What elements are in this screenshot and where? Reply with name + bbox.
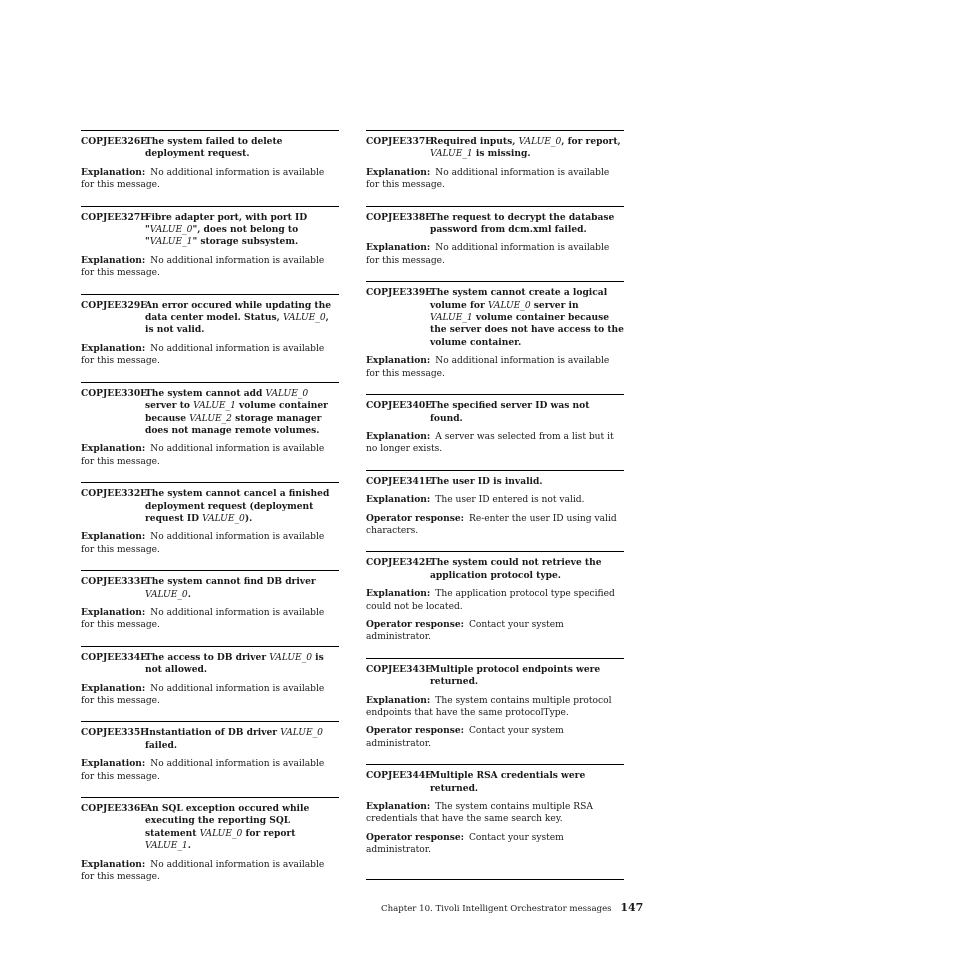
- message-text: [430, 136, 624, 161]
- message-text: [145, 488, 339, 525]
- message-segment: , for report,: [561, 136, 621, 147]
- message-code: COPJEE332E: [81, 488, 148, 500]
- message-segment: failed.: [145, 739, 178, 751]
- message-header: [81, 388, 339, 438]
- message-code: COPJEE343E: [366, 663, 433, 675]
- message-segment: .: [187, 840, 191, 852]
- message-code: COPJEE326E: [81, 136, 148, 147]
- operator-response-text: Contact your system administrator.: [366, 726, 564, 749]
- explanation-label: Explanation:: [81, 682, 146, 694]
- message-header: [81, 300, 339, 337]
- explanation: [366, 588, 624, 613]
- explanation: [81, 683, 339, 708]
- explanation-text: No additional information is available for this message.: [366, 167, 610, 191]
- message-header: [366, 136, 624, 161]
- message-text: [145, 300, 339, 337]
- variable-placeholder: VALUE_1: [149, 237, 193, 248]
- explanation-label: Explanation:: [81, 443, 146, 455]
- explanation: [366, 801, 624, 826]
- explanation-label: Explanation:: [366, 355, 431, 367]
- explanation-text: No additional information is available for this message.: [81, 532, 325, 555]
- explanation: [366, 494, 624, 506]
- explanation-label: Explanation:: [81, 254, 146, 266]
- explanation-text: No additional information is available for this message.: [81, 759, 325, 782]
- explanation-text: No additional information is available for this message.: [366, 356, 610, 379]
- explanation-label: Explanation:: [366, 430, 431, 442]
- message-entry: [366, 470, 624, 538]
- message-header: [366, 664, 624, 689]
- explanation-text: No additional information is available for this message.: [81, 343, 325, 367]
- left-column: [81, 130, 339, 897]
- message-entry: [366, 206, 624, 268]
- explanation-text: No additional information is available for this message.: [81, 167, 325, 191]
- message-code: COPJEE327E: [81, 211, 148, 223]
- message-header: [81, 652, 339, 677]
- message-segment: Multiple RSA credentials were returned.: [430, 770, 586, 794]
- explanation-text: No additional information is available for this message.: [366, 243, 610, 266]
- explanation: [366, 695, 624, 720]
- explanation-label: Explanation:: [81, 858, 146, 870]
- explanation-label: Explanation:: [81, 606, 146, 618]
- message-header: [81, 488, 339, 525]
- message-code: COPJEE341E: [366, 475, 433, 487]
- variable-placeholder: VALUE_0: [145, 589, 188, 600]
- message-text: [430, 664, 624, 689]
- explanation-label: Explanation:: [366, 166, 431, 178]
- operator-response-text: Contact your system administrator.: [366, 832, 564, 856]
- message-text: [145, 652, 339, 677]
- message-code: COPJEE344E: [366, 770, 433, 782]
- message-code: COPJEE337E: [366, 136, 433, 147]
- message-segment: Required inputs,: [430, 136, 519, 147]
- message-entry: [366, 658, 624, 750]
- variable-placeholder: VALUE_0: [280, 728, 323, 739]
- message-segment: .: [187, 588, 191, 600]
- message-text: [145, 212, 339, 249]
- variable-placeholder: VALUE_1: [145, 841, 188, 852]
- message-code: COPJEE334E: [81, 651, 148, 663]
- variable-placeholder: VALUE_0: [518, 137, 562, 147]
- page-footer: [381, 901, 644, 914]
- message-segment: An error occured while updating the data center model. Status,: [145, 299, 331, 324]
- message-segment: , is not valid.: [145, 312, 329, 336]
- message-entry: [366, 764, 624, 856]
- message-code: COPJEE329E: [81, 299, 148, 311]
- explanation-label: Explanation:: [366, 694, 431, 706]
- operator-response: [366, 619, 624, 644]
- message-entry: [366, 394, 624, 456]
- message-entry: [81, 721, 339, 783]
- message-header: [81, 136, 339, 161]
- message-text: [430, 476, 624, 488]
- message-text: [430, 212, 624, 237]
- explanation: [366, 355, 624, 380]
- explanation-label: Explanation:: [81, 758, 146, 770]
- explanation: [81, 758, 339, 783]
- explanation-text: The user ID entered is not valid.: [435, 495, 585, 506]
- message-header: [81, 803, 339, 853]
- message-text: [145, 727, 339, 752]
- explanation: [366, 167, 624, 192]
- message-segment: volume container because: [145, 400, 328, 424]
- message-header: [366, 476, 624, 488]
- variable-placeholder: VALUE_0: [269, 652, 312, 663]
- message-segment: The system cannot find DB driver: [145, 576, 316, 588]
- message-entry: [81, 294, 339, 368]
- message-text: [145, 136, 339, 161]
- message-segment: Fibre adapter port, with port ID ": [145, 211, 308, 236]
- operator-response-text: Re-enter the user ID using valid characters.: [366, 513, 617, 536]
- message-segment: is missing.: [472, 148, 531, 160]
- footer-chapter: Chapter 10. Tivoli Intelligent Orchestrator messages: [381, 904, 612, 914]
- message-segment: is not allowed.: [145, 651, 324, 676]
- message-segment: for report: [242, 827, 296, 839]
- operator-response-label: Operator response:: [366, 831, 464, 843]
- explanation: [81, 343, 339, 368]
- explanation: [81, 443, 339, 468]
- message-segment: Instantiation of DB driver: [145, 727, 281, 739]
- message-segment: The user ID is invalid.: [430, 475, 543, 487]
- variable-placeholder: VALUE_2: [189, 413, 232, 424]
- operator-response: [366, 513, 624, 538]
- message-header: [366, 287, 624, 349]
- explanation-label: Explanation:: [366, 801, 431, 813]
- operator-response: [366, 725, 624, 750]
- message-entry: [81, 646, 339, 708]
- message-segment: The system could not retrieve the application protocol type.: [430, 557, 602, 581]
- message-segment: The access to DB driver: [145, 651, 270, 663]
- message-code: COPJEE333E: [81, 576, 148, 588]
- message-text: [145, 576, 339, 601]
- message-segment: The system cannot cancel a finished deployment request (deployment request ID: [145, 488, 330, 524]
- message-segment: storage manager does not manage remote volumes.: [145, 412, 322, 436]
- message-code: COPJEE336E: [81, 803, 148, 815]
- message-entry: [366, 551, 624, 643]
- message-entry: [81, 206, 339, 280]
- explanation-label: Explanation:: [81, 166, 146, 178]
- operator-response-label: Operator response:: [366, 618, 464, 630]
- variable-placeholder: VALUE_1: [193, 401, 236, 412]
- variable-placeholder: VALUE_0: [265, 388, 309, 399]
- message-header: [366, 770, 624, 795]
- explanation-label: Explanation:: [366, 242, 431, 254]
- message-header: [366, 400, 624, 425]
- explanation-text: A server was selected from a list but it no longer exists.: [366, 431, 614, 455]
- message-entry: [81, 570, 339, 632]
- message-segment: The system cannot create a logical volume for: [430, 287, 608, 311]
- explanation-label: Explanation:: [366, 588, 431, 600]
- message-header: [366, 557, 624, 582]
- message-segment: The system cannot add: [145, 387, 266, 399]
- variable-placeholder: VALUE_1: [430, 313, 473, 324]
- explanation-text: No additional information is available for this message.: [81, 683, 325, 706]
- message-segment: ", does not belong to ": [145, 224, 299, 248]
- explanation-text: No additional information is available for this message.: [81, 255, 325, 279]
- explanation-text: The system contains multiple RSA credentials that have the same search key.: [366, 802, 593, 825]
- message-code: COPJEE330E: [81, 387, 148, 399]
- message-text: [430, 770, 624, 795]
- operator-response-text: Contact your system administrator.: [366, 619, 564, 643]
- message-segment: ).: [244, 512, 253, 524]
- message-header: [81, 576, 339, 601]
- explanation-text: The application protocol type specified could not be located.: [366, 589, 615, 612]
- right-column: [366, 130, 624, 880]
- variable-placeholder: VALUE_0: [202, 513, 245, 524]
- explanation-label: Explanation:: [366, 494, 431, 506]
- message-entry: [366, 281, 624, 380]
- explanation-text: No additional information is available for this message.: [81, 444, 325, 467]
- operator-response-label: Operator response:: [366, 725, 464, 737]
- variable-placeholder: VALUE_0: [282, 313, 326, 324]
- variable-placeholder: VALUE_1: [430, 149, 473, 160]
- explanation: [366, 431, 624, 456]
- variable-placeholder: VALUE_0: [199, 828, 243, 839]
- message-segment: server to: [145, 400, 194, 412]
- explanation: [81, 167, 339, 192]
- explanation-text: No additional information is available for this message.: [81, 607, 325, 631]
- message-segment: server in: [530, 299, 579, 311]
- explanation: [81, 859, 339, 884]
- variable-placeholder: VALUE_0: [149, 225, 193, 236]
- message-code: COPJEE342E: [366, 557, 433, 569]
- operator-response-label: Operator response:: [366, 512, 464, 524]
- operator-response: [366, 832, 624, 857]
- explanation-text: The system contains multiple protocol endpoints that have the same protocolType.: [366, 695, 612, 718]
- message-segment: The system failed to delete deployment request.: [145, 136, 283, 160]
- message-code: COPJEE338E: [366, 211, 433, 223]
- explanation: [81, 531, 339, 556]
- explanation: [81, 607, 339, 632]
- message-entry: [81, 482, 339, 556]
- message-text: [430, 287, 624, 349]
- message-segment: " storage subsystem.: [192, 236, 299, 248]
- message-segment: volume container because the server does not have access to the volume container.: [430, 312, 624, 348]
- message-entry: [366, 130, 624, 192]
- message-code: COPJEE335E: [81, 727, 148, 739]
- page-number: 147: [620, 901, 644, 914]
- message-text: [430, 557, 624, 582]
- message-segment: An SQL exception occured while executing the reporting SQL statement: [145, 803, 310, 839]
- message-code: COPJEE339E: [366, 287, 433, 299]
- explanation: [81, 255, 339, 280]
- explanation: [366, 242, 624, 267]
- message-header: [366, 212, 624, 237]
- message-segment: Multiple protocol endpoints were returned.: [430, 663, 601, 688]
- message-text: [145, 803, 339, 853]
- variable-placeholder: VALUE_0: [487, 300, 531, 311]
- message-text: [145, 388, 339, 438]
- explanation-label: Explanation:: [81, 531, 146, 543]
- column-end-rule: [366, 879, 624, 880]
- explanation-text: No additional information is available for this message.: [81, 859, 325, 883]
- message-entry: [81, 797, 339, 883]
- message-segment: The request to decrypt the database password from dcm.xml failed.: [430, 211, 615, 236]
- message-segment: The specified server ID was not found.: [430, 400, 590, 424]
- explanation-label: Explanation:: [81, 342, 146, 354]
- message-text: [430, 400, 624, 425]
- message-header: [81, 212, 339, 249]
- message-entry: [81, 130, 339, 192]
- message-entry: [81, 382, 339, 468]
- message-header: [81, 727, 339, 752]
- message-code: COPJEE340E: [366, 400, 433, 412]
